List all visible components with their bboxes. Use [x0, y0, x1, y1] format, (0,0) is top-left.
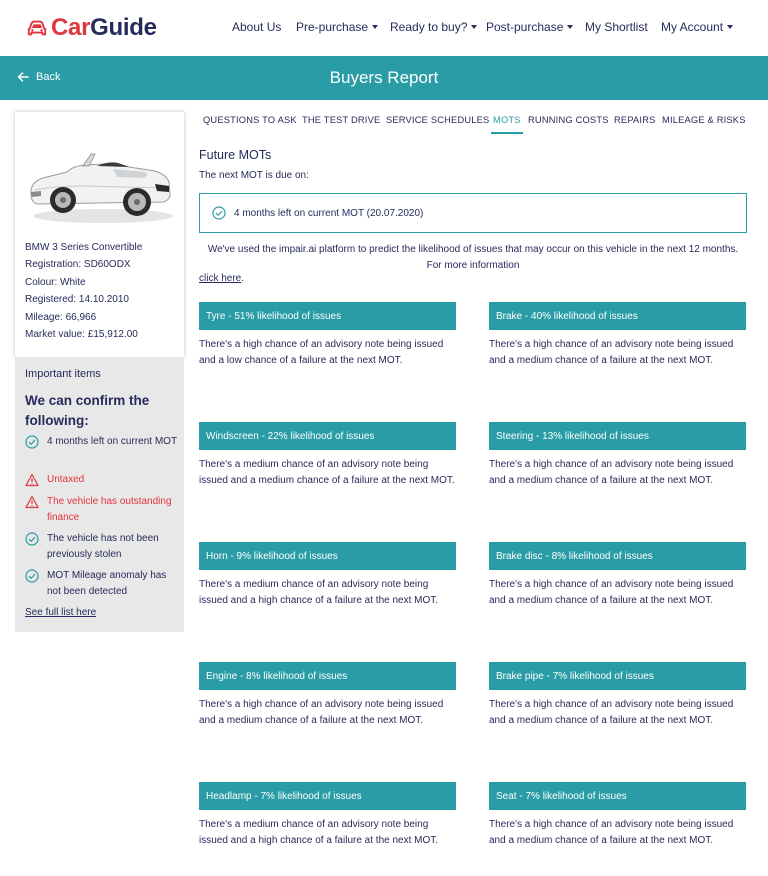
chevron-down-icon [727, 25, 733, 29]
important-item-text: Untaxed [47, 474, 85, 485]
prediction-info-text: We've used the impair.ai platform to predict the likelihood of issues that may occur on this vehicle in the next 12 months. For more information [207, 244, 739, 271]
report-tabs [0, 115, 768, 135]
click-here-link[interactable]: click here [199, 273, 242, 284]
car-registration: Registration: SD60ODX [25, 259, 131, 271]
car-colour: Colour: White [25, 276, 86, 288]
nav-pre-purchase[interactable]: Pre-purchase [296, 20, 378, 34]
issue-description: There's a medium chance of an advisory note being issued and a high chance of a failure at the next MOT. [199, 579, 439, 606]
issue-title: Windscreen - 22% likelihood of issues [199, 422, 456, 450]
car-model: BMW 3 Series Convertible [25, 242, 143, 253]
nav-my-shortlist[interactable]: My Shortlist [585, 20, 648, 34]
issue-title: Headlamp - 7% likelihood of issues [199, 782, 456, 810]
issue-card [489, 542, 746, 608]
nav-ready-to-buy[interactable]: Ready to buy? [390, 20, 477, 34]
important-item [25, 494, 180, 525]
nav-post-purchase[interactable]: Post-purchase [486, 20, 573, 34]
issue-title: Horn - 9% likelihood of issues [199, 542, 456, 570]
more-info-line [199, 273, 244, 284]
tab-questions-to-ask[interactable]: QUESTIONS TO ASK [203, 115, 297, 125]
issue-description: There's a high chance of an advisory note being issued and a medium chance of a failure at the next MOT. [489, 459, 734, 486]
tab-the-test-drive[interactable]: THE TEST DRIVE [302, 115, 381, 125]
tab-mots[interactable]: MOTS [491, 115, 523, 134]
nav-my-account[interactable]: My Account [661, 20, 733, 34]
chevron-down-icon [567, 25, 573, 29]
issue-card [489, 782, 746, 848]
carguide-logo[interactable] [26, 14, 157, 42]
issue-title: Brake - 40% likelihood of issues [489, 302, 746, 330]
tab-running-costs[interactable]: RUNNING COSTS [528, 115, 609, 125]
issue-card [199, 302, 456, 368]
issue-description: There's a medium chance of an advisory note being issued and a high chance of a failure at the next MOT. [199, 819, 439, 846]
issue-card [199, 662, 456, 728]
logo-text-car: Car [51, 14, 91, 41]
mot-status-box [199, 193, 747, 233]
issue-title: Tyre - 51% likelihood of issues [199, 302, 456, 330]
issue-card [489, 302, 746, 368]
issue-description: There's a high chance of an advisory note being issued and a medium chance of a failure at the next MOT. [199, 699, 444, 726]
tab-service-schedules[interactable]: SERVICE SCHEDULES [386, 115, 490, 125]
car-logo-icon [26, 17, 48, 39]
issue-description: There's a high chance of an advisory note being issued and a medium chance of a failure at the next MOT. [489, 819, 734, 846]
issue-title: Engine - 8% likelihood of issues [199, 662, 456, 690]
logo-text-guide: Guide [90, 14, 157, 41]
important-item [25, 531, 180, 562]
top-header [0, 0, 768, 56]
issue-title: Steering - 13% likelihood of issues [489, 422, 746, 450]
issue-description: There's a high chance of an advisory note being issued and a medium chance of a failure at the next MOT. [489, 579, 734, 606]
important-item-text: MOT Mileage anomaly has not been detected [47, 570, 167, 597]
issue-description: There's a high chance of an advisory note being issued and a medium chance of a failure at the next MOT. [489, 699, 734, 726]
issue-title: Seat - 7% likelihood of issues [489, 782, 746, 810]
next-mot-label: The next MOT is due on: [199, 170, 309, 181]
important-items-title: Important items [25, 368, 101, 380]
issue-card [489, 422, 746, 488]
car-mileage: Mileage: 66,966 [25, 311, 97, 323]
tab-mileage-and-risks[interactable]: MILEAGE & RISKS [662, 115, 746, 125]
warning-icon [25, 473, 39, 487]
important-items-panel [15, 357, 184, 632]
issue-description: There's a medium chance of an advisory note being issued and a medium chance of a failure at the next MOT. [199, 459, 455, 486]
important-item [25, 434, 180, 450]
important-item [25, 472, 180, 488]
vehicle-card [15, 112, 184, 357]
important-items-heading: We can confirm the following: [25, 393, 150, 428]
important-item-text: The vehicle has not been previously stolen [47, 533, 159, 560]
see-full-list-link[interactable]: See full list here [25, 607, 97, 618]
warning-icon [25, 495, 39, 509]
chevron-down-icon [372, 25, 378, 29]
issue-description: There's a high chance of an advisory note being issued and a medium chance of a failure at the next MOT. [489, 339, 734, 366]
chevron-down-icon [471, 25, 477, 29]
important-item [25, 568, 180, 599]
issue-title: Brake pipe - 7% likelihood of issues [489, 662, 746, 690]
check-circle-icon [25, 532, 39, 546]
important-item-text: The vehicle has outstanding finance [47, 496, 172, 523]
tab-repairs[interactable]: REPAIRS [614, 115, 656, 125]
issue-description: There's a high chance of an advisory note being issued and a low chance of a failure at the next MOT. [199, 339, 444, 366]
back-label: Back [36, 71, 61, 83]
issue-title: Brake disc - 8% likelihood of issues [489, 542, 746, 570]
check-circle-icon [25, 569, 39, 583]
issue-card [489, 662, 746, 728]
car-image [25, 136, 175, 228]
section-title: Future MOTs [199, 148, 272, 162]
mot-status-text: 4 months left on current MOT (20.07.2020) [234, 207, 424, 219]
car-market-value: Market value: £15,912.00 [25, 329, 138, 341]
issue-card [199, 782, 456, 848]
click-here-suffix: . [241, 273, 245, 284]
vehicle-details [25, 239, 142, 343]
title-bar [0, 56, 768, 100]
check-circle-icon [212, 206, 226, 220]
important-item-text: 4 months left on current MOT [47, 436, 178, 447]
issue-card [199, 422, 456, 488]
nav-about-us[interactable]: About Us [232, 20, 282, 34]
car-registered: Registered: 14.10.2010 [25, 294, 129, 306]
check-circle-icon [25, 435, 39, 449]
page-title: Buyers Report [329, 68, 439, 87]
issue-card [199, 542, 456, 608]
